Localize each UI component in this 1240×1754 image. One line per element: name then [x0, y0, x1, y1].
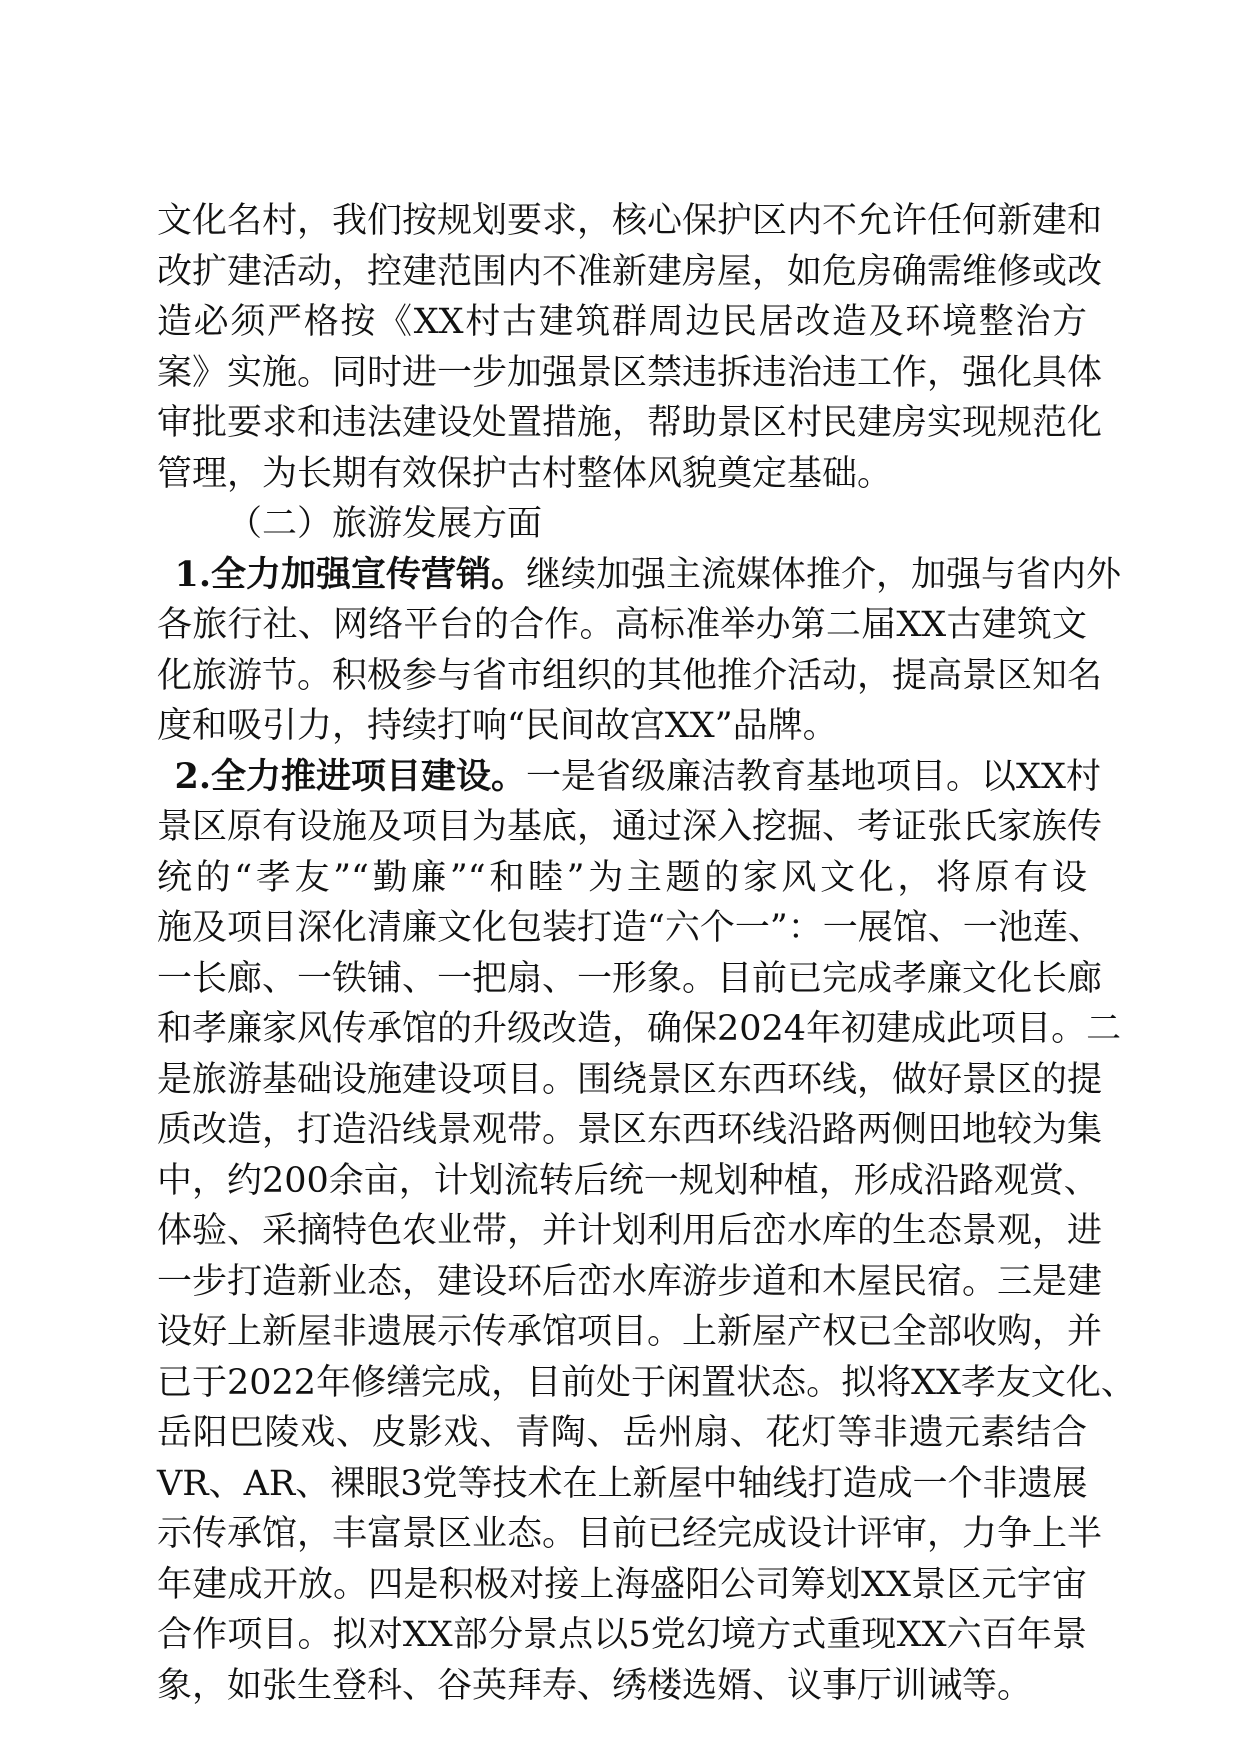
text-line: 示传承馆，丰富景区业态。目前已经完成设计评审，力争上半: [157, 1514, 1103, 1554]
text-line: 度和吸引力，持续打响“民间故宫XX”品牌。: [157, 706, 838, 746]
document-body: [157, 196, 1136, 1711]
text-line: 统的“孝友”“勤廉”“和睦”为主题的家风文化，将原有设: [157, 857, 1087, 898]
text-line: 是旅游基础设施建设项目。围绕景区东西环线，做好景区的提: [157, 1059, 1103, 1100]
text-line: 案》实施。同时进一步加强景区禁违拆违治违工作，强化具体: [157, 352, 1103, 393]
text-line: 化旅游节。积极参与省市组织的其他推介活动，提高景区知名: [157, 655, 1103, 696]
text-line: 审批要求和违法建设处置措施，帮助景区村民建房实现规范化: [157, 403, 1103, 443]
text-line: 设好上新屋非遗展示传承馆项目。上新屋产权已全部收购，并: [157, 1312, 1103, 1352]
item-1-first-line: [157, 550, 1122, 601]
paragraph-item-1: [157, 550, 1122, 752]
text-line: 各旅行社、网络平台的合作。高标准举办第二届XX古建筑文: [157, 605, 1087, 645]
text-line: 中，约200余亩，计划流转后统一规划种植，形成沿路观赏、: [157, 1160, 1099, 1201]
text-line: VR、AR、裸眼3党等技术在上新屋中轴线打造成一个非遗展: [157, 1463, 1088, 1504]
text-line: 岳阳巴陵戏、皮影戏、青陶、岳州扇、花灯等非遗元素结合: [157, 1413, 1087, 1453]
text-line: 改扩建活动，控建范围内不准新建房屋，如危房确需维修或改: [157, 251, 1103, 292]
text-line: 质改造，打造沿线景观带。景区东西环线沿路两侧田地较为集: [157, 1110, 1103, 1150]
item-1-title: 1.全力加强宣传营销。: [174, 553, 527, 595]
text-line: 合作项目。拟对XX部分景点以5党幻境方式重现XX六百年景: [157, 1615, 1087, 1655]
text-line: 施及项目深化清廉文化包装打造“六个一”：一展馆、一池莲、: [157, 908, 1103, 948]
item-2-first-line-text: 一是省级廉洁教育基地项目。以XX村: [526, 756, 1101, 797]
text-line: 年建成开放。四是积极对接上海盛阳公司筹划XX景区元宇宙: [157, 1564, 1087, 1605]
item-2-title: 2.全力推进项目建设。: [174, 755, 527, 797]
paragraph-heritage-protection: [157, 196, 1103, 499]
section-heading: （二）旅游发展方面: [227, 504, 543, 544]
text-line: 一步打造新业态，建设环后峦水库游步道和木屋民宿。三是建: [157, 1261, 1103, 1302]
item-2-first-line: [157, 752, 1101, 803]
text-line: 管理，为长期有效保护古村整体风貌奠定基础。: [157, 453, 893, 494]
text-line: 文化名村，我们按规划要求，核心保护区内不允许任何新建和: [157, 201, 1103, 241]
text-line: 象，如张生登科、谷英拜寿、绣楼选婿、议事厅训诫等。: [157, 1665, 1033, 1706]
text-line: 已于2022年修缮完成，目前处于闲置状态。拟将XX孝友文化、: [157, 1362, 1136, 1403]
text-line: 造必须严格按《XX村古建筑群周边民居改造及环境整治方: [157, 302, 1087, 342]
text-line: 和孝廉家风传承馆的升级改造，确保2024年初建成此项目。二: [157, 1009, 1122, 1049]
item-1-first-line-text: 继续加强主流媒体推介，加强与省内外: [526, 554, 1122, 595]
text-line: 景区原有设施及项目为基底，通过深入挖掘、考证张氏家族传: [157, 807, 1103, 847]
paragraph-item-2: [157, 752, 1136, 1712]
text-line: 体验、采摘特色农业带，并计划利用后峦水库的生态景观，进: [157, 1211, 1103, 1251]
text-line: 一长廊、一铁铺、一把扇、一形象。目前已完成孝廉文化长廊: [157, 958, 1103, 999]
